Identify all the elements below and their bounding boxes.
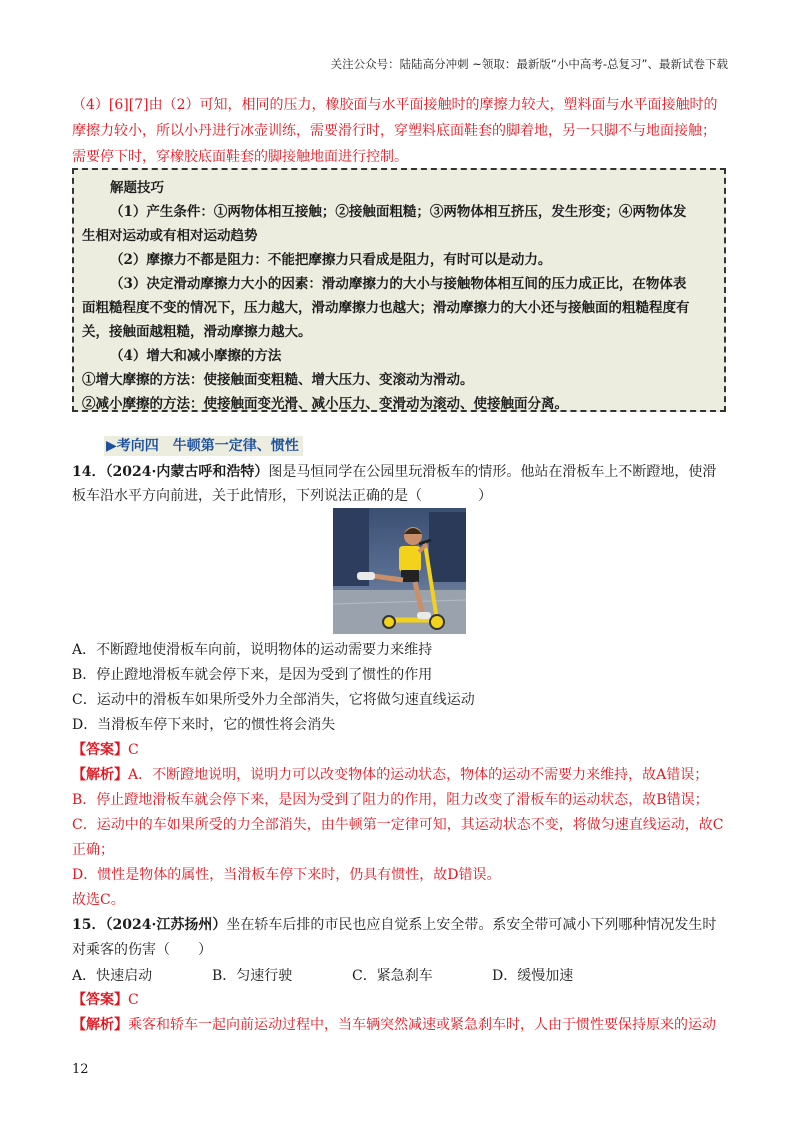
q14-analysis-line: D．惯性是物体的属性，当滑板车停下来时，仍具有惯性，故D错误。 (72, 867, 501, 883)
tips-line: ①增大摩擦的方法：使接触面变粗糙、增大压力、变滚动为滑动。 (82, 372, 474, 388)
analysis-label: 【解析】 (72, 1017, 128, 1033)
intro-line: 摩擦力较小，所以小丹进行冰壶训练，需要滑行时，穿塑料底面鞋套的脚着地，另一只脚不与地面接触； (72, 123, 716, 139)
answer-label: 【答案】 (72, 992, 128, 1008)
q14-analysis-line: B．停止蹬地滑板车就会停下来，是因为受到了阻力的作用，阻力改变了滑板车的运动状态，故B错误； (72, 792, 709, 808)
q14-stem-line1: 图是马恒同学在公园里玩滑板车的情形。他站在滑板车上不断蹬地，使滑 (268, 464, 717, 480)
tips-line: （4）增大和减小摩擦的方法 (110, 348, 282, 364)
q15-option-d: D．缓慢加速 (492, 968, 574, 984)
intro-paragraph (72, 92, 732, 170)
q14-option-c: C．运动中的滑板车如果所受外力全部消失，它将做匀速直线运动 (72, 692, 475, 708)
tips-box (72, 168, 726, 412)
tips-line: （2）摩擦力不都是阻力：不能把摩擦力只看成是阻力，有时可以是动力。 (110, 252, 552, 268)
q14-option-b: B．停止蹬地滑板车就会停下来，是因为受到了惯性的作用 (72, 667, 433, 683)
scooter-illustration (333, 508, 466, 634)
analysis-text: A．不断蹬地说明，说明力可以改变物体的运动状态，物体的运动不需要力来维持，故A错误； (128, 767, 709, 783)
page-number: 12 (72, 1062, 89, 1077)
tips-line: （1）产生条件：①两物体相互接触；②接触面粗糙；③两物体相互挤压，发生形变；④两物体发 (110, 204, 687, 220)
page-header: 关注公众号：陆陆高分冲刺 ~领取：最新版“小中高考-总复习”、最新试卷下载 (330, 57, 728, 71)
answer-label: 【答案】 (72, 742, 128, 758)
analysis-text: 乘客和轿车一起向前运动过程中，当车辆突然减速或紧急刹车时，人由于惯性要保持原来的运动 (128, 1017, 716, 1033)
q15-source: （2024·江苏扬州） (105, 917, 227, 933)
q15-analysis-line (72, 1015, 716, 1035)
q15-stem-line1: 坐在轿车后排的市民也应自觉系上安全带。系安全带可减小下列哪种情况发生时 (226, 917, 717, 933)
intro-line: 需要停下时，穿橡胶底面鞋套的脚接触地面进行控制。 (72, 149, 408, 165)
q15-answer (72, 990, 139, 1010)
tips-title: 解题技巧 (110, 180, 164, 196)
q14-option-a: A．不断蹬地使滑板车向前，说明物体的运动需要力来维持 (72, 642, 433, 658)
tips-line: 面粗糙程度不变的情况下，压力越大，滑动摩擦力也越大；滑动摩擦力的大小还与接触面的粗糙程度有 (82, 300, 690, 316)
q15-number: 15． (72, 917, 106, 933)
q14-answer (72, 740, 139, 760)
q14-analysis-line: 正确； (72, 842, 114, 858)
q15-option-c: C．紧急刹车 (352, 968, 433, 984)
section-heading: ▶考向四 牛顿第一定律、惯性 (104, 436, 303, 456)
q15-option-a: A．快速启动 (72, 968, 153, 984)
q14-analysis-line: C．运动中的车如果所受的力全部消失，由牛顿第一定律可知，其运动状态不变，将做匀速直线运动，故C (72, 817, 724, 833)
tips-line: ②减小摩擦的方法：使接触面变光滑、减小压力、变滑动为滚动、使接触面分离。 (82, 396, 568, 412)
q14-stem (72, 462, 716, 482)
q14-option-d: D．当滑板车停下来时，它的惯性将会消失 (72, 717, 336, 733)
q14-analysis-line (72, 765, 708, 785)
q14-number: 14． (72, 464, 106, 480)
q15-stem-line2: 对乘客的伤害（ ） (72, 942, 212, 958)
analysis-label: 【解析】 (72, 767, 128, 783)
tips-line: （3）决定滑动摩擦力大小的因素：滑动摩擦力的大小与接触物体相互间的压力成正比，在物体表 (110, 276, 687, 292)
q14-analysis-line: 故选C。 (72, 892, 125, 908)
answer-value: C (128, 992, 139, 1008)
tips-line: 生相对运动或有相对运动趋势 (82, 228, 258, 244)
tips-line: 关，接触面越粗糙，滑动摩擦力越大。 (82, 324, 312, 340)
answer-value: C (128, 742, 139, 758)
q15-stem (72, 915, 716, 935)
scooter-photo (333, 508, 466, 634)
intro-line: （4）[6][7]由（2）可知，相同的压力，橡胶面与水平面接触时的摩擦力较大，塑料面与水平面接触时的 (72, 97, 718, 113)
q14-stem-line2: 板车沿水平方向前进，关于此情形，下列说法正确的是（ ） (72, 488, 492, 504)
q15-option-b: B．匀速行驶 (212, 968, 293, 984)
q14-source: （2024·内蒙古呼和浩特） (105, 464, 269, 480)
